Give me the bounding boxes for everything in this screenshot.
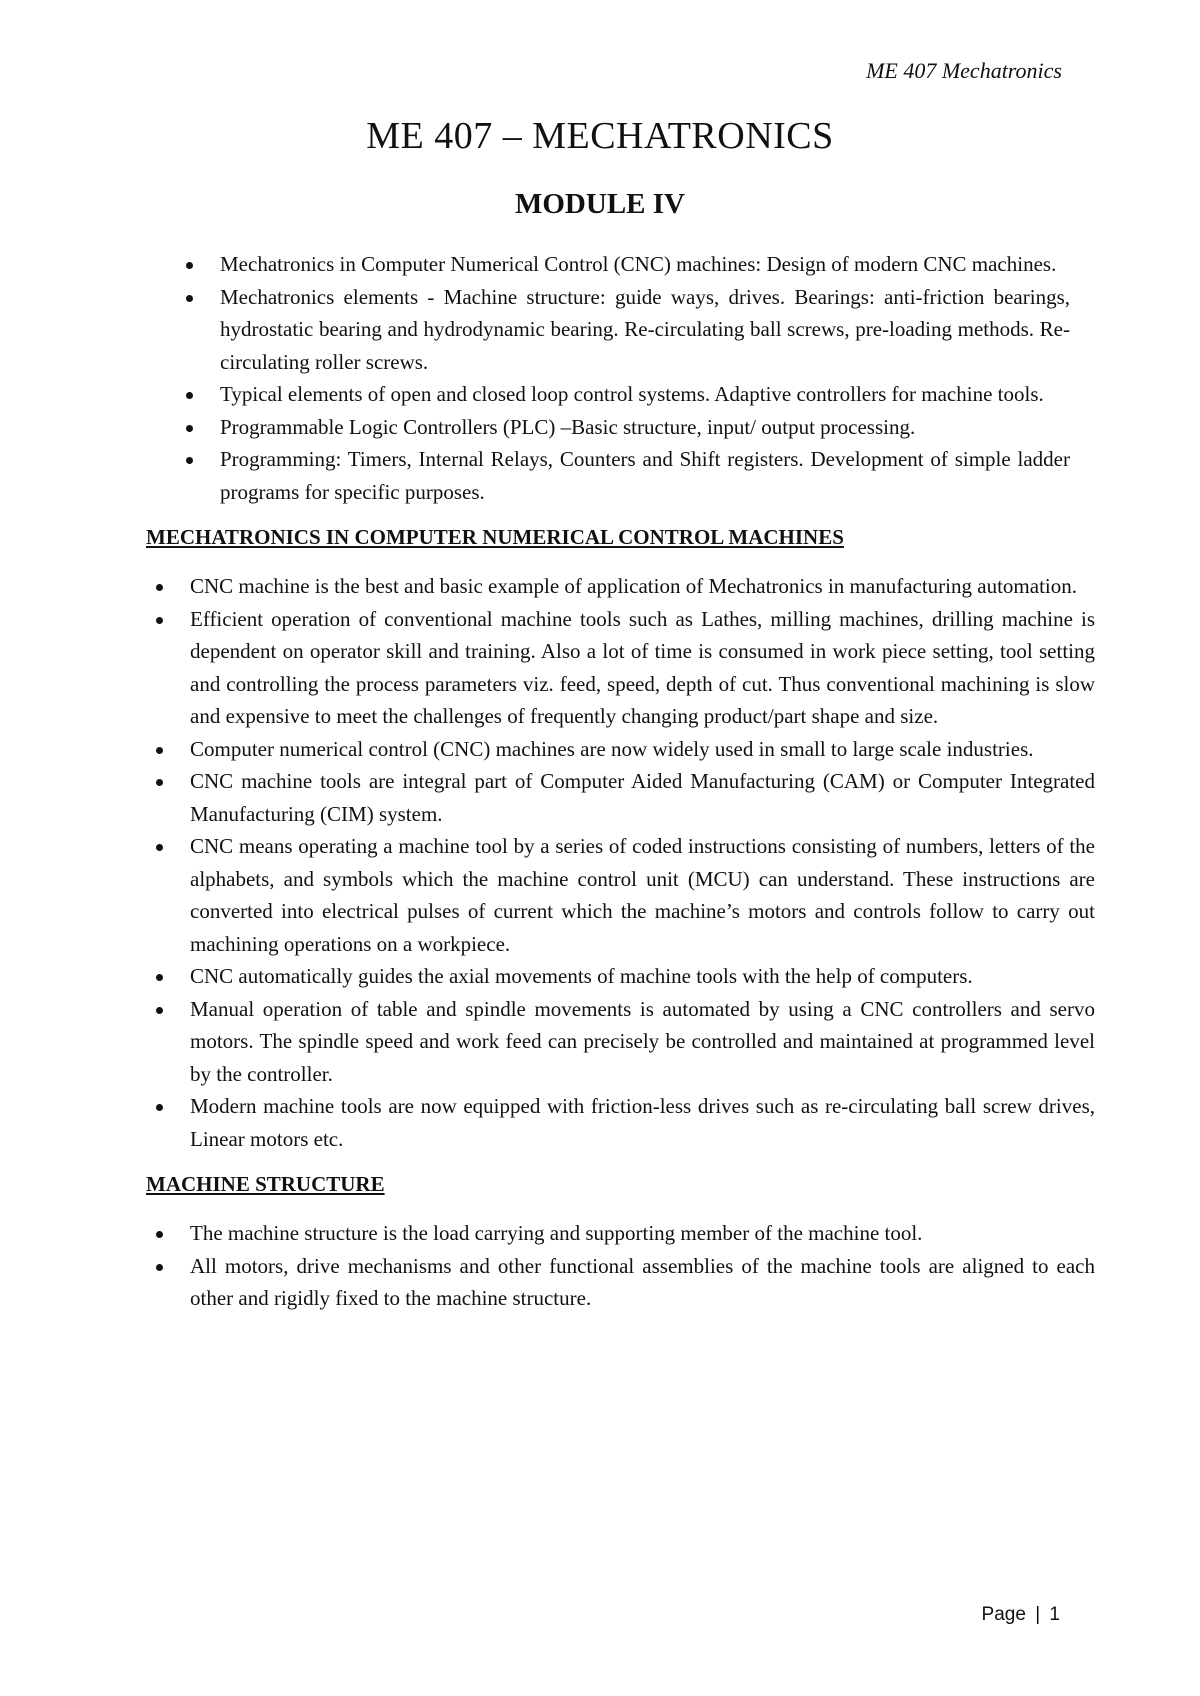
list-item: CNC means operating a machine tool by a series of coded instructions consisting of numbers, letters of the alphabets, and symbols which the machine control unit (MCU) can understand. These instructions are converted into electrical pulses of current which the machine’s motors and controls follow to carry out machining operations on a workpiece. bbox=[190, 830, 1095, 960]
list-item: CNC machine tools are integral part of Computer Aided Manufacturing (CAM) or Computer Integrated Manufacturing (CIM) system. bbox=[190, 765, 1095, 830]
bullet-icon bbox=[156, 584, 163, 591]
list-item: All motors, drive mechanisms and other functional assemblies of the machine tools are aligned to each other and rigidly fixed to the machine structure. bbox=[190, 1250, 1095, 1315]
list-item: The machine structure is the load carrying and supporting member of the machine tool. bbox=[190, 1217, 1095, 1250]
list-item: Typical elements of open and closed loop control systems. Adaptive controllers for machine tools. bbox=[220, 378, 1070, 411]
list-item: Programmable Logic Controllers (PLC) –Basic structure, input/ output processing. bbox=[220, 411, 1070, 444]
bullet-icon bbox=[156, 1264, 163, 1271]
page-number: 1 bbox=[1049, 1604, 1060, 1625]
document-title: ME 407 – MECHATRONICS bbox=[366, 115, 834, 157]
machine-structure-list bbox=[0, 1217, 1200, 1315]
list-item: Efficient operation of conventional machine tools such as Lathes, milling machines, drilling machine is dependent on operator skill and training. Also a lot of time is consumed in work piece setting, tool setting and controlling the process parameters viz. feed, speed, depth of cut. Thus conventional machining is slow and expensive to meet the challenges of frequently changing product/part shape and size. bbox=[190, 603, 1095, 733]
running-header: ME 407 Mechatronics bbox=[866, 58, 1062, 83]
module-title: MODULE IV bbox=[515, 188, 685, 220]
list-item: CNC automatically guides the axial movements of machine tools with the help of computers. bbox=[190, 960, 1095, 993]
bullet-icon bbox=[186, 262, 193, 269]
bullet-icon bbox=[186, 457, 193, 464]
page-separator: | bbox=[1035, 1604, 1041, 1625]
document-content bbox=[0, 248, 1200, 1315]
list-item: Manual operation of table and spindle movements is automated by using a CNC controllers and servo motors. The spindle speed and work feed can precisely be controlled and maintained at programmed level by the controller. bbox=[190, 993, 1095, 1091]
cnc-section-list bbox=[0, 570, 1200, 1155]
bullet-icon bbox=[156, 1231, 163, 1238]
bullet-icon bbox=[156, 617, 163, 624]
list-item: CNC machine is the best and basic example of application of Mechatronics in manufacturing automation. bbox=[190, 570, 1095, 603]
bullet-icon bbox=[186, 392, 193, 399]
list-item: Modern machine tools are now equipped with friction-less drives such as re-circulating ball screw drives, Linear motors etc. bbox=[190, 1090, 1095, 1155]
bullet-icon bbox=[156, 1104, 163, 1111]
list-item: Computer numerical control (CNC) machines are now widely used in small to large scale industries. bbox=[190, 733, 1095, 766]
bullet-icon bbox=[156, 844, 163, 851]
bullet-icon bbox=[156, 747, 163, 754]
bullet-icon bbox=[156, 1007, 163, 1014]
list-item: Mechatronics elements - Machine structure: guide ways, drives. Bearings: anti-friction bearings, hydrostatic bearing and hydrodynamic bearing. Re-circulating ball screws, pre-loading methods. Re-circulating roller screws. bbox=[220, 281, 1070, 379]
section-heading-cnc: MECHATRONICS IN COMPUTER NUMERICAL CONTROL MACHINES bbox=[146, 525, 844, 549]
list-item: Mechatronics in Computer Numerical Control (CNC) machines: Design of modern CNC machines. bbox=[220, 248, 1070, 281]
list-item: Programming: Timers, Internal Relays, Counters and Shift registers. Development of simple ladder programs for specific purposes. bbox=[220, 443, 1070, 508]
bullet-icon bbox=[156, 974, 163, 981]
bullet-icon bbox=[186, 425, 193, 432]
bullet-icon bbox=[156, 779, 163, 786]
bullet-icon bbox=[186, 295, 193, 302]
section-heading-machine-structure: MACHINE STRUCTURE bbox=[146, 1172, 385, 1196]
page-number-footer bbox=[982, 1604, 1060, 1626]
page-label: Page bbox=[981, 1604, 1026, 1625]
module-topic-list bbox=[0, 248, 1200, 508]
